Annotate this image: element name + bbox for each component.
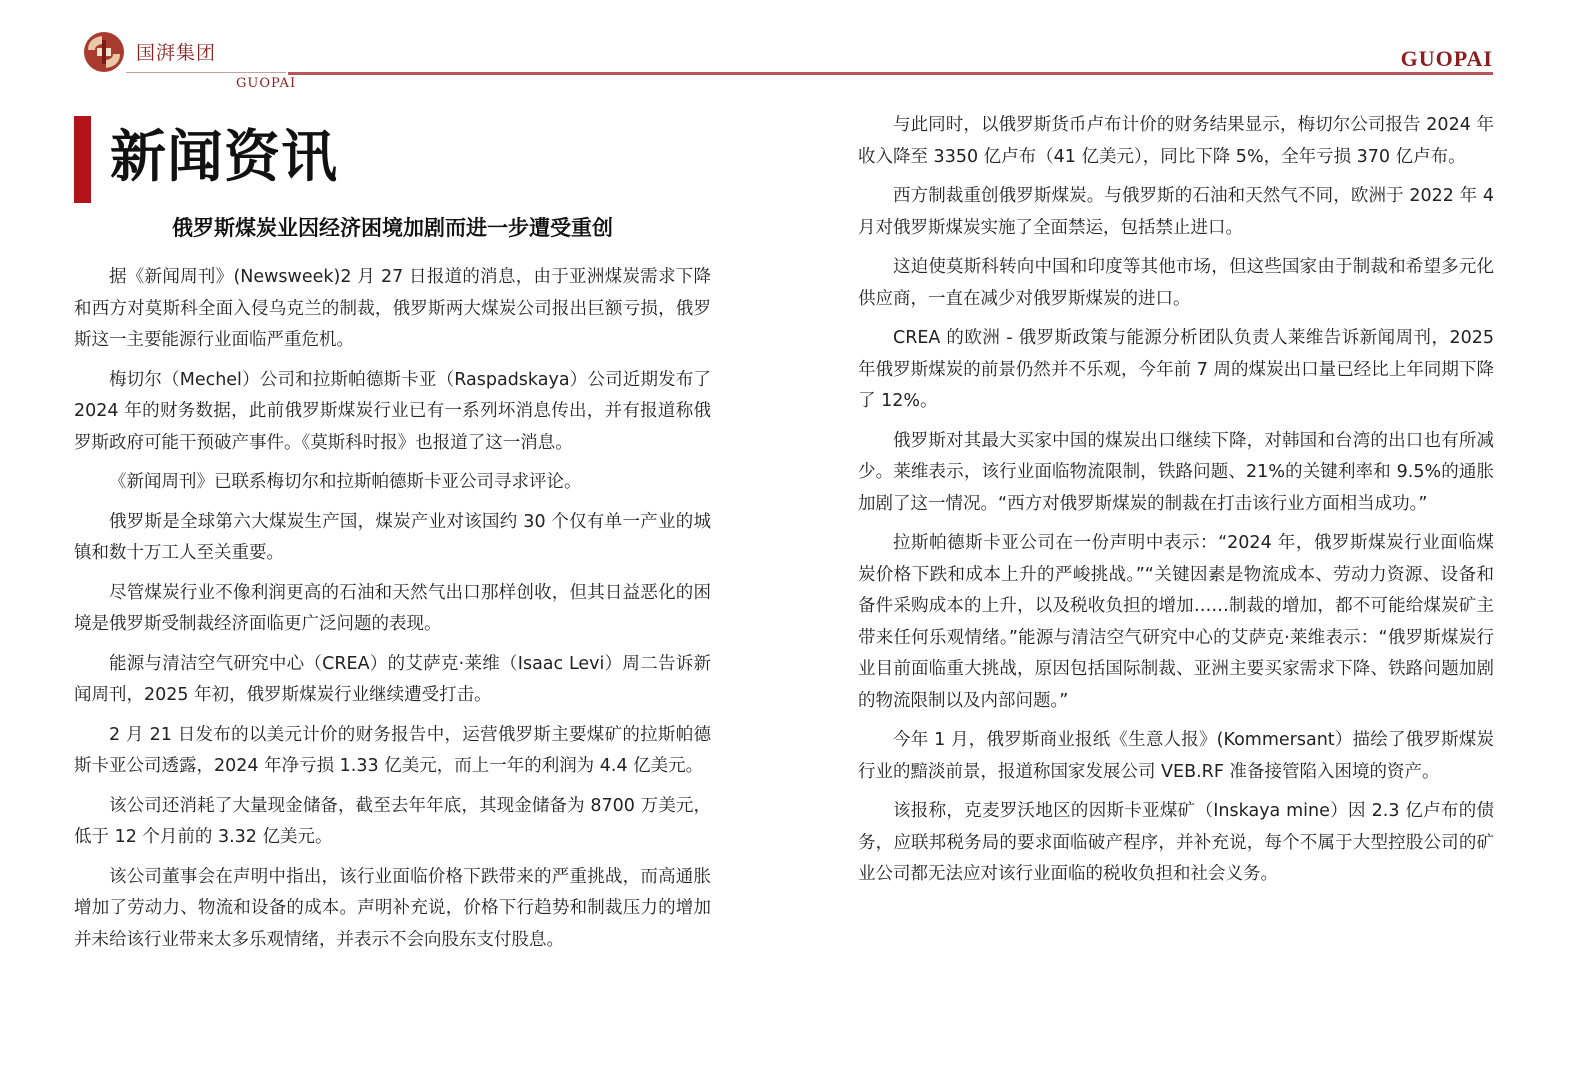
section-title: 新闻资讯: [110, 125, 338, 190]
header-rule: [288, 72, 1493, 75]
article-paragraph: 梅切尔（Mechel）公司和拉斯帕德斯卡亚（Raspadskaya）公司近期发布了 2024 年的财务数据，此前俄罗斯煤炭行业已有一系列坏消息传出，并有报道称俄罗斯政府可能干预破产事件。《莫斯科时报》也报道了这一消息。: [74, 369, 711, 453]
article-paragraph: 据《新闻周刊》(Newsweek)2 月 27 日报道的消息，由于亚洲煤炭需求下降和西方对莫斯科全面入侵乌克兰的制裁，俄罗斯两大煤炭公司报出巨额亏损，俄罗斯这一主要能源行业面临严重危机。: [74, 267, 711, 350]
article-paragraph: 俄罗斯是全球第六大煤炭生产国，煤炭产业对该国约 30 个仅有单一产业的城镇和数十万工人至关重要。: [74, 511, 711, 563]
article-headline: 俄罗斯煤炭业因经济困境加剧而进一步遭受重创: [172, 216, 613, 240]
section-accent-bar: [74, 116, 91, 203]
guopai-logo-icon: [82, 30, 126, 74]
article-column-right: [858, 110, 1494, 899]
article-paragraph: 该公司还消耗了大量现金储备，截至去年年底，其现金储备为 8700 万美元，低于 12 个月前的 3.32 亿美元。: [74, 795, 711, 847]
brand-name-en-small: GUOPAI: [236, 76, 297, 91]
brand-name-en-right: GUOPAI: [1400, 46, 1493, 71]
article-paragraph: 西方制裁重创俄罗斯煤炭。与俄罗斯的石油和天然气不同，欧洲于 2022 年 4 月对俄罗斯煤炭实施了全面禁运，包括禁止进口。: [858, 186, 1494, 238]
article-paragraph: 《新闻周刊》已联系梅切尔和拉斯帕德斯卡亚公司寻求评论。: [109, 472, 582, 492]
article-paragraph: 这迫使莫斯科转向中国和印度等其他市场，但这些国家由于制裁和希望多元化供应商，一直在减少对俄罗斯煤炭的进口。: [858, 257, 1494, 309]
article-paragraph: CREA 的欧洲 - 俄罗斯政策与能源分析团队负责人莱维告诉新闻周刊，2025 年俄罗斯煤炭的前景仍然并不乐观，今年前 7 周的煤炭出口量已经比上年同期下降了 12%。: [858, 328, 1494, 411]
article-paragraph: 能源与清洁空气研究中心（CREA）的艾萨克·莱维（Isaac Levi）周二告诉新闻周刊，2025 年初，俄罗斯煤炭行业继续遭受打击。: [74, 653, 711, 705]
article-paragraph: 2 月 21 日发布的以美元计价的财务报告中，运营俄罗斯主要煤矿的拉斯帕德斯卡亚公司透露，2024 年净亏损 1.33 亿美元，而上一年的利润为 4.4 亿美元。: [74, 724, 711, 776]
header-rule-thin: [126, 72, 286, 73]
article-paragraph: 今年 1 月，俄罗斯商业报纸《生意人报》(Kommersant）描绘了俄罗斯煤炭行业的黯淡前景，报道称国家发展公司 VEB.RF 准备接管陷入困境的资产。: [858, 730, 1494, 782]
article-paragraph: 该报称，克麦罗沃地区的因斯卡亚煤矿（Inskaya mine）因 2.3 亿卢布的债务，应联邦税务局的要求面临破产程序，并补充说，每个不属于大型控股公司的矿业公司都无法应对该行业面临的税收负担和社会义务。: [858, 801, 1494, 884]
article-paragraph: 与此同时，以俄罗斯货币卢布计价的财务结果显示，梅切尔公司报告 2024 年收入降至 3350 亿卢布（41 亿美元），同比下降 5%，全年亏损 370 亿卢布。: [858, 115, 1494, 167]
article-paragraph: 俄罗斯对其最大买家中国的煤炭出口继续下降，对韩国和台湾的出口也有所减少。莱维表示，该行业面临物流限制，铁路问题、21%的关键利率和 9.5%的通胀加剧了这一情况。“西方对俄罗斯煤炭的制裁在打击该行业方面相当成功。”: [858, 430, 1494, 514]
page-header: [0, 0, 1588, 100]
article-paragraph: 该公司董事会在声明中指出，该行业面临价格下跌带来的严重挑战，而高通胀增加了劳动力、物流和设备的成本。声明补充说，价格下行趋势和制裁压力的增加并未给该行业带来太多乐观情绪，并表示不会向股东支付股息。: [74, 866, 711, 950]
brand-name-cn: 国湃集团: [136, 42, 217, 64]
article-column-left: [74, 262, 711, 964]
article-paragraph: 尽管煤炭行业不像利润更高的石油和天然气出口那样创收，但其日益恶化的困境是俄罗斯受制裁经济面临更广泛问题的表现。: [74, 582, 711, 634]
article-paragraph: 拉斯帕德斯卡亚公司在一份声明中表示：“2024 年，俄罗斯煤炭行业面临煤炭价格下跌和成本上升的严峻挑战。”“关键因素是物流成本、劳动力资源、设备和备件采购成本的上升，以及税收负担的增加……制裁的增加，都不可能给煤炭矿主带来任何乐观情绪。”能源与清洁空气研究中心的艾萨克·莱维表示：“俄罗斯煤炭行业目前面临重大挑战，原因包括国际制裁、亚洲主要买家需求下降、铁路问题加剧的物流限制以及内部问题。”: [858, 533, 1494, 711]
